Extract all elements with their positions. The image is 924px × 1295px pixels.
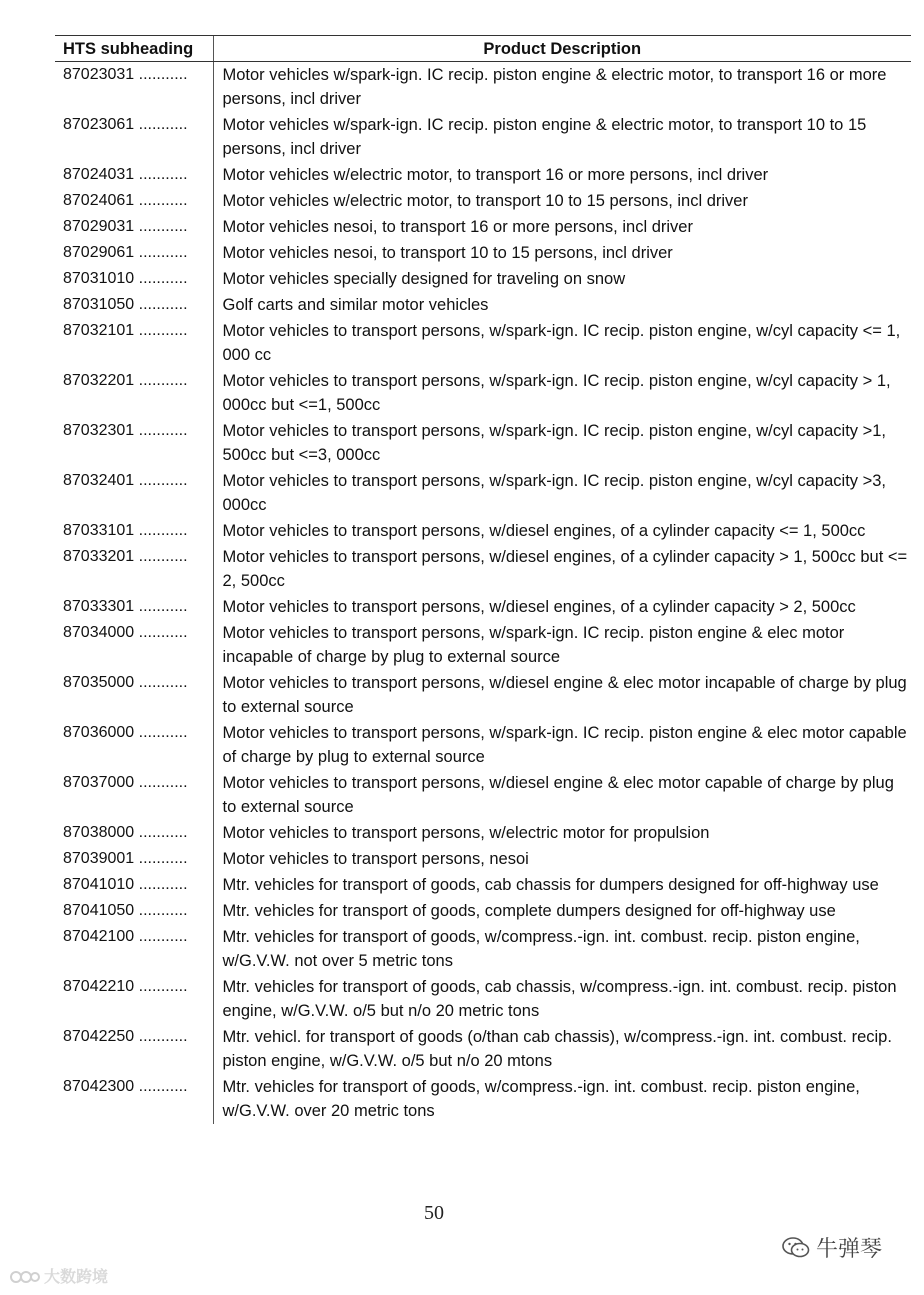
hts-code: 87041050 ........... <box>63 902 188 919</box>
table-row <box>55 670 911 720</box>
product-description: Motor vehicles to transport persons, nesoi <box>213 846 911 872</box>
hts-code: 87034000 ........... <box>63 624 188 641</box>
product-description: Motor vehicles to transport persons, w/spark-ign. IC recip. piston engine, w/cyl capacity >3, 000cc <box>213 468 911 518</box>
product-description: Motor vehicles specially designed for traveling on snow <box>213 266 911 292</box>
product-description: Mtr. vehicles for transport of goods, cab chassis for dumpers designed for off-highway use <box>213 872 911 898</box>
product-description: Motor vehicles to transport persons, w/spark-ign. IC recip. piston engine & elec motor incapable of charge by plug to external source <box>213 620 911 670</box>
table-row <box>55 820 911 846</box>
header-hts-subheading: HTS subheading <box>55 36 213 62</box>
product-description: Motor vehicles nesoi, to transport 16 or more persons, incl driver <box>213 214 911 240</box>
table-row <box>55 720 911 770</box>
hts-code: 87036000 ........... <box>63 724 188 741</box>
hts-code: 87029061 ........... <box>63 244 188 261</box>
hts-code: 87042300 ........... <box>63 1078 188 1095</box>
product-description: Motor vehicles to transport persons, w/spark-ign. IC recip. piston engine, w/cyl capacity <= 1, 000 cc <box>213 318 911 368</box>
brand-logo-icon <box>10 1268 40 1284</box>
product-description: Motor vehicles to transport persons, w/spark-ign. IC recip. piston engine, w/cyl capacity >1, 500cc but <=3, 000cc <box>213 418 911 468</box>
table-row <box>55 468 911 518</box>
table-row <box>55 318 911 368</box>
product-description: Motor vehicles to transport persons, w/diesel engines, of a cylinder capacity > 2, 500cc <box>213 594 911 620</box>
hts-code: 87024061 ........... <box>63 192 188 209</box>
hts-code: 87024031 ........... <box>63 166 188 183</box>
table-row <box>55 62 911 113</box>
product-description: Motor vehicles w/spark-ign. IC recip. piston engine & electric motor, to transport 10 to 15 persons, incl driver <box>213 112 911 162</box>
watermark-right-text: 牛弹琴 <box>816 1237 883 1262</box>
table-row <box>55 162 911 188</box>
table-row <box>55 898 911 924</box>
hts-code: 87042100 ........... <box>63 928 188 945</box>
table-row <box>55 418 911 468</box>
table-row <box>55 872 911 898</box>
watermark-left-text: 大数跨境 <box>44 1267 109 1286</box>
product-description: Golf carts and similar motor vehicles <box>213 292 911 318</box>
product-description: Motor vehicles w/spark-ign. IC recip. piston engine & electric motor, to transport 16 or more persons, incl driver <box>213 62 911 113</box>
product-description: Mtr. vehicles for transport of goods, complete dumpers designed for off-highway use <box>213 898 911 924</box>
hts-code: 87033101 ........... <box>63 522 188 539</box>
table-row <box>55 240 911 266</box>
hts-code: 87031050 ........... <box>63 296 188 313</box>
table-row <box>55 924 911 974</box>
wechat-watermark <box>782 1232 882 1263</box>
hts-code: 87032401 ........... <box>63 472 188 489</box>
table-row <box>55 594 911 620</box>
product-description: Motor vehicles to transport persons, w/diesel engine & elec motor incapable of charge by plug to external source <box>213 670 911 720</box>
hts-code: 87029031 ........... <box>63 218 188 235</box>
table-row <box>55 770 911 820</box>
table-row <box>55 266 911 292</box>
table-header-row <box>55 36 911 62</box>
table-row <box>55 214 911 240</box>
hts-code: 87033301 ........... <box>63 598 188 615</box>
hts-code: 87042250 ........... <box>63 1028 188 1045</box>
hts-code: 87023031 ........... <box>63 66 188 83</box>
hts-code: 87033201 ........... <box>63 548 188 565</box>
hts-code: 87032101 ........... <box>63 322 188 339</box>
hts-code: 87032301 ........... <box>63 422 188 439</box>
hts-code: 87032201 ........... <box>63 372 188 389</box>
hts-code: 87031010 ........... <box>63 270 188 287</box>
product-description: Motor vehicles to transport persons, w/diesel engine & elec motor capable of charge by plug to external source <box>213 770 911 820</box>
table-row <box>55 518 911 544</box>
product-description: Mtr. vehicles for transport of goods, cab chassis, w/compress.-ign. int. combust. recip. piston engine, w/G.V.W. o/5 but n/o 20 metric tons <box>213 974 911 1024</box>
product-description: Motor vehicles w/electric motor, to transport 10 to 15 persons, incl driver <box>213 188 911 214</box>
hts-code: 87037000 ........... <box>63 774 188 791</box>
product-description: Motor vehicles to transport persons, w/spark-ign. IC recip. piston engine, w/cyl capacity > 1, 000cc but <=1, 500cc <box>213 368 911 418</box>
hts-code: 87041010 ........... <box>63 876 188 893</box>
hts-code: 87038000 ........... <box>63 824 188 841</box>
table-row <box>55 292 911 318</box>
brand-watermark <box>10 1264 108 1287</box>
table-body <box>55 62 911 1125</box>
table-row <box>55 1024 911 1074</box>
table-row <box>55 620 911 670</box>
page-number: 50 <box>424 1202 444 1224</box>
product-description: Motor vehicles to transport persons, w/diesel engines, of a cylinder capacity > 1, 500cc but <= 2, 500cc <box>213 544 911 594</box>
table-row <box>55 846 911 872</box>
hts-code: 87042210 ........... <box>63 978 188 995</box>
wechat-icon <box>782 1237 810 1259</box>
hts-table <box>55 35 911 1124</box>
hts-code: 87039001 ........... <box>63 850 188 867</box>
table-row <box>55 1074 911 1124</box>
product-description: Mtr. vehicl. for transport of goods (o/than cab chassis), w/compress.-ign. int. combust. recip. piston engine, w/G.V.W. o/5 but n/o 20 mtons <box>213 1024 911 1074</box>
product-description: Motor vehicles nesoi, to transport 10 to 15 persons, incl driver <box>213 240 911 266</box>
table-row <box>55 112 911 162</box>
product-description: Motor vehicles to transport persons, w/diesel engines, of a cylinder capacity <= 1, 500cc <box>213 518 911 544</box>
table-row <box>55 544 911 594</box>
hts-code: 87035000 ........... <box>63 674 188 691</box>
hts-code: 87023061 ........... <box>63 116 188 133</box>
product-description: Mtr. vehicles for transport of goods, w/compress.-ign. int. combust. recip. piston engine, w/G.V.W. over 20 metric tons <box>213 1074 911 1124</box>
table-row <box>55 188 911 214</box>
product-description: Mtr. vehicles for transport of goods, w/compress.-ign. int. combust. recip. piston engine, w/G.V.W. not over 5 metric tons <box>213 924 911 974</box>
product-description: Motor vehicles to transport persons, w/electric motor for propulsion <box>213 820 911 846</box>
header-product-description: Product Description <box>213 36 911 62</box>
table-row <box>55 974 911 1024</box>
product-description: Motor vehicles w/electric motor, to transport 16 or more persons, incl driver <box>213 162 911 188</box>
product-description: Motor vehicles to transport persons, w/spark-ign. IC recip. piston engine & elec motor capable of charge by plug to external source <box>213 720 911 770</box>
table-row <box>55 368 911 418</box>
